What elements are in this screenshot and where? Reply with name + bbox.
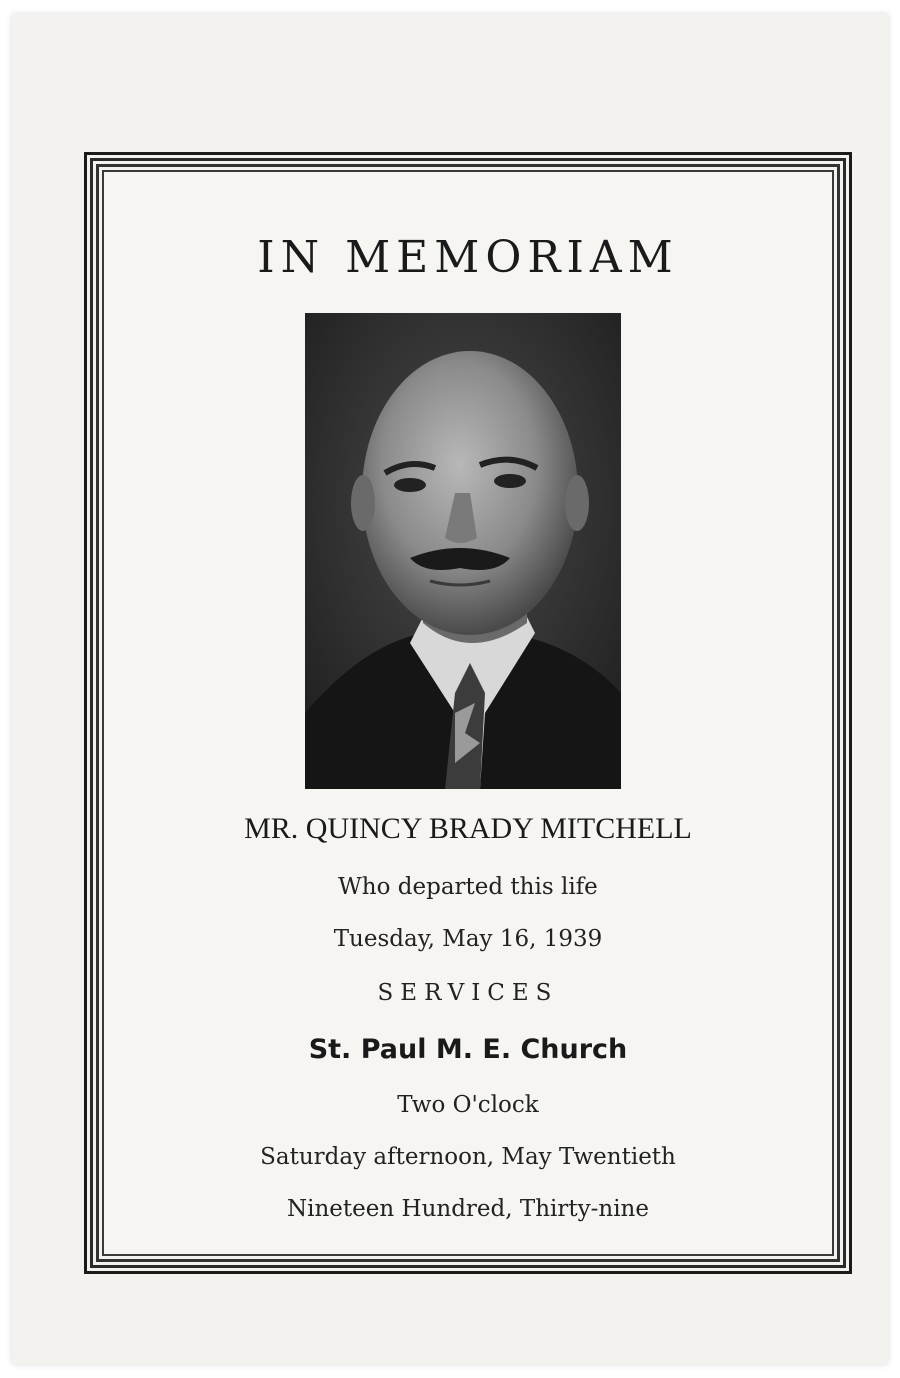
service-time: Two O'clock bbox=[397, 1092, 539, 1118]
memoriam-title: IN MEMORIAM bbox=[257, 232, 679, 283]
card-content bbox=[102, 170, 834, 1256]
service-year: Nineteen Hundred, Thirty-nine bbox=[287, 1196, 649, 1222]
border-line-3 bbox=[96, 164, 840, 1262]
church-name: St. Paul M. E. Church bbox=[308, 1034, 628, 1065]
memorial-card-page bbox=[12, 14, 888, 1364]
border-line-2 bbox=[90, 158, 846, 1268]
services-heading: SERVICES bbox=[377, 980, 559, 1006]
service-day: Saturday afternoon, May Twentieth bbox=[260, 1144, 676, 1170]
death-date: Tuesday, May 16, 1939 bbox=[333, 926, 603, 952]
deceased-name: MR. QUINCY BRADY MITCHELL bbox=[244, 812, 692, 845]
decorative-border bbox=[84, 152, 852, 1274]
departed-line: Who departed this life bbox=[338, 874, 598, 900]
portrait-illustration bbox=[305, 313, 621, 789]
portrait-photo bbox=[305, 313, 621, 789]
